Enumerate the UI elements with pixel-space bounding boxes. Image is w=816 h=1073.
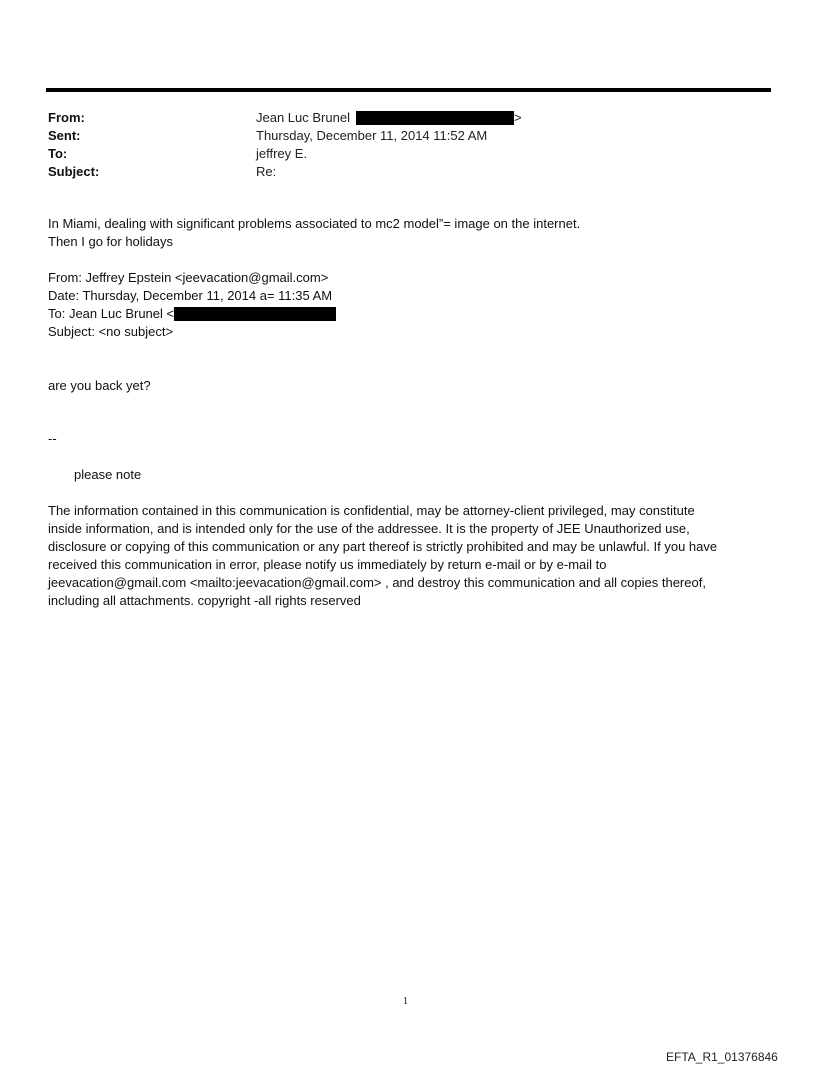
sent-row [48,127,748,145]
disclaimer [48,502,768,610]
sent-label: Sent: [48,128,81,143]
from-label: From: [48,110,85,125]
redaction-box [356,111,514,125]
page-number: 1 [403,996,408,1007]
quoted-header [48,269,768,341]
from-name: Jean Luc Brunel [256,110,350,125]
subject-label: Subject: [48,164,100,179]
from-row [48,109,748,127]
reply-line: In Miami, dealing with significant problems associated to mc2 model”= image on the internet. [48,216,581,231]
disclaimer-line: disclosure or copying of this communication or any part thereof is strictly prohibited and may be unlawful. If you have [48,539,718,554]
quoted-date: Date: Thursday, December 11, 2014 a= 11:35 AM [48,288,333,303]
please-note-text: please note [74,467,142,482]
disclaimer-line: received this communication in error, please notify us immediately by return e-mail or by e-mail to [48,557,607,572]
quoted-to-row [48,305,768,323]
disclaimer-line: The information contained in this communication is confidential, may be attorney-client privileged, may constitute [48,503,695,518]
bates-number: EFTA_R1_01376846 [666,1050,778,1064]
disclaimer-line: including all attachments. copyright -all rights reserved [48,593,361,608]
message-text: are you back yet? [48,378,151,393]
subject-value: Re: [256,164,277,179]
to-value: jeffrey E. [256,146,308,161]
from-suffix: > [513,110,522,125]
top-divider [46,88,771,92]
sent-value: Thursday, December 11, 2014 11:52 AM [256,128,488,143]
redaction-box [174,307,336,321]
email-header [48,109,748,181]
quoted-to: To: Jean Luc Brunel < [48,306,175,321]
disclaimer-line: jeevacation@gmail.com <mailto:jeevacation@gmail.com> , and destroy this communication and all copies thereof, [48,575,706,590]
reply-line: Then I go for holidays [48,234,174,249]
from-value [256,109,522,127]
quoted-from: From: Jeffrey Epstein <jeevacation@gmail.com> [48,270,329,285]
separator-text: -- [48,431,57,446]
signature-separator [48,430,768,448]
subject-row [48,163,748,181]
disclaimer-line: inside information, and is intended only for the use of the addressee. It is the property of JEE Unauthorized use, [48,521,690,536]
quoted-subject: Subject: <no subject> [48,324,174,339]
to-row [48,145,748,163]
quoted-message [48,377,768,395]
reply-body [48,215,768,251]
to-label: To: [48,146,68,161]
please-note [48,466,794,484]
